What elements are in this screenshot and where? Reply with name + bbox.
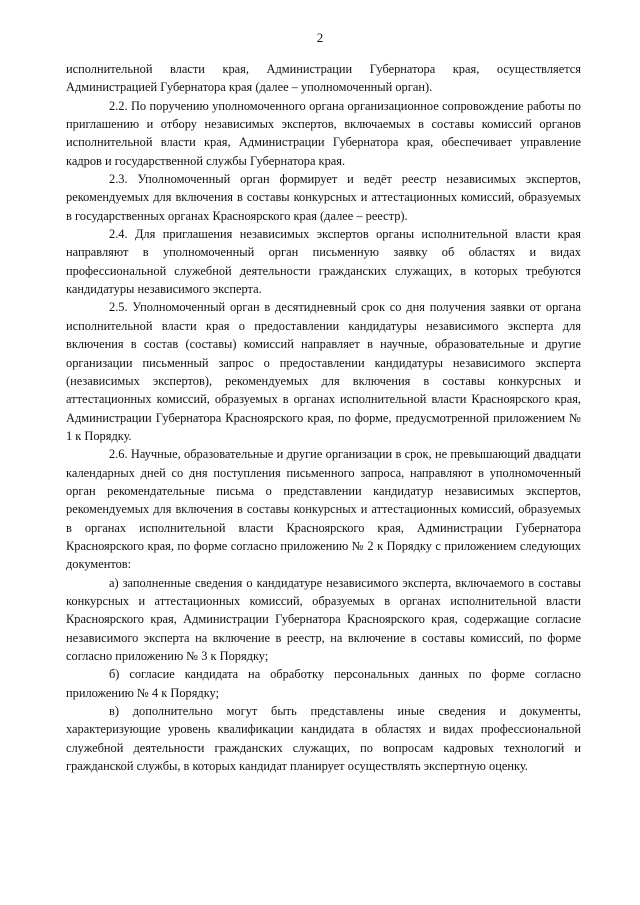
paragraph-2-5: 2.5. Уполномоченный орган в десятидневный срок со дня получения заявки от органа исполнительной власти края о предоставлении кандидатуры независимого эксперта для включения в состав (составы) комиссий направляет в научные, образовательные и другие организации письменный запрос о предоставлении кандидатуры независимого эксперта (независимых экспертов), рекомендуемых для включения в составы конкурсных и аттестационных комиссий, образуемых в органах исполнительной власти Красноярского края, Администрации Губернатора Красноярского края, по форме, предусмотренной приложением № 1 к Порядку. — [66, 300, 581, 443]
paragraph-2-2: 2.2. По поручению уполномоченного органа организационное сопровождение работы по приглашению и отбору независимых экспертов, включаемых в составы комиссий органов исполнительной власти края, Администрации Губернатора края, обеспечивает управление кадров и государственной службы Губернатора края. — [66, 98, 581, 168]
page-number: 2 — [316, 30, 324, 45]
document-body — [66, 60, 581, 775]
paragraph-2-4: 2.4. Для приглашения независимых экспертов органы исполнительной власти края направляют в уполномоченный орган письменную заявку об областях и видах профессиональной служебной деятельности гражданских служащих, в которых требуются кандидатуры независимого эксперта. — [66, 227, 581, 297]
list-item-b: б) согласие кандидата на обработку персональных данных по форме согласно приложению № 4 к Порядку; — [66, 667, 581, 700]
list-item-v: в) дополнительно могут быть представлены иные сведения и документы, характеризующие уровень квалификации кандидата в областях и видах профессиональной служебной деятельности гражданских служащих, по вопросам кадровых технологий и гражданской службы, в которых кандидат планирует осуществлять экспертную оценку. — [66, 704, 581, 774]
paragraph-2-3: 2.3. Уполномоченный орган формирует и ведёт реестр независимых экспертов, рекомендуемых для включения в составы конкурсных и аттестационных комиссий, образуемых в государственных органах Красноярского края (далее – реестр). — [66, 172, 581, 223]
list-item-a: а) заполненные сведения о кандидатуре независимого эксперта, включаемого в составы конкурсных и аттестационных комиссий, образуемых в органах исполнительной власти Красноярского края, Администрации Губернатора Красноярского края, содержащие согласие независимого эксперта на включение в реестр, на включение в составы комиссий, по форме согласно приложению № 3 к Порядку; — [66, 575, 581, 663]
paragraph-2-6: 2.6. Научные, образовательные и другие организации в срок, не превышающий двадцати календарных дней со дня поступления письменного запроса, направляют в уполномоченный орган рекомендательные письма о представлении кандидатур независимых экспертов, рекомендуемых для включения в составы конкурсных и аттестационных комиссий, образуемых в органах исполнительной власти Красноярского края, Администрации Губернатора Красноярского края, по форме согласно приложению № 2 к Порядку с приложением следующих документов: — [66, 447, 581, 572]
paragraph-continuation: исполнительной власти края, Администрации Губернатора края, осуществляется Администрацией Губернатора края (далее – уполномоченный орган). — [66, 62, 581, 95]
